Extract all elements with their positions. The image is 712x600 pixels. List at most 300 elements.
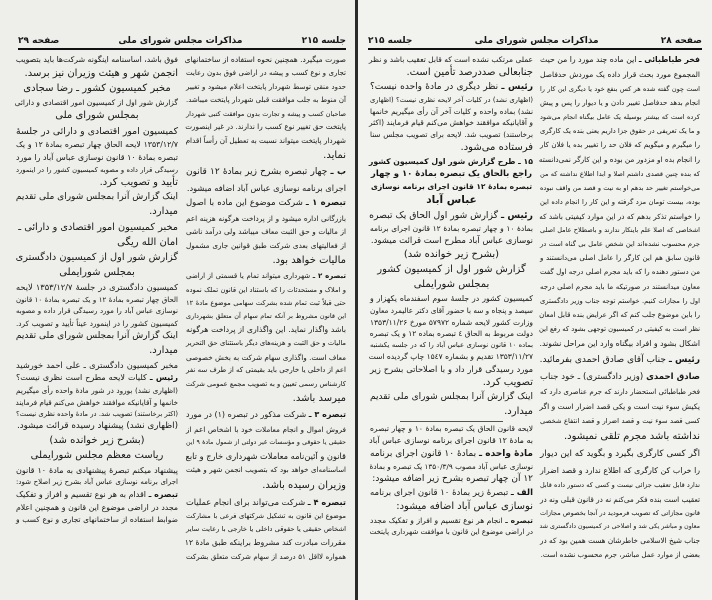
speaker-or-clause-label: فخر طباطبائی ـ	[638, 55, 700, 64]
text-line	[540, 127, 700, 135]
line-text: تجاری و نوع کسب و پیشه در اراضی فوق بدون رعایت	[186, 69, 346, 78]
line-text: گزارش شور اول از کمیسیون دادگستری	[15, 252, 178, 263]
text-line	[16, 237, 178, 250]
line-text: جرم محسوب نشده‌اند این شخص عامل بی گناه است در	[540, 239, 700, 248]
line-text: جناب آقای صادق احمدی بفرمائید.	[539, 354, 669, 365]
line-text: حتی قبلاً ثبت تمام شده بشرکت سهامی موضوع مادهٔ ۱۲	[186, 298, 346, 307]
text-line	[540, 339, 700, 349]
text-line	[16, 126, 178, 138]
line-text: فوق باشد، اساسنامه اینگونه شرکت‌ها باید بتصویب	[15, 55, 178, 64]
text-line	[16, 466, 178, 476]
line-text: گزارش شور اول الحاق یک تبصره	[369, 209, 501, 221]
line-text: کمیسیون دادگستری در جلسهٔ ۱۳۵۳/۱۲/۷ لایحه	[16, 282, 178, 293]
line-text: جنابعالی صددرصد تأمین است.	[406, 66, 533, 78]
text-line	[540, 431, 700, 444]
line-text: اینک گزارش آنرا بمجلس شورای ملی تقدیم	[15, 192, 178, 203]
line-text: این قانون مشروط بر آنکه تمام سهام آن متعلق بشهرداری	[186, 312, 346, 321]
text-line	[186, 538, 346, 548]
text-column-left	[370, 55, 533, 537]
line-text: اجرای برنامه نوسازی عباس آباد اضافه میشود.	[186, 183, 346, 194]
text-line	[370, 392, 533, 403]
line-text: شرکت می‌تواند برای انجام عملیات	[186, 497, 308, 508]
line-text: کمیسیون کشور را در اینمورد عیناً تأیید و تصویب کرد.	[16, 318, 178, 328]
line-text: مالیات و حق الثبت و هزینه‌های دیگر باستثنای حق التحریر	[186, 339, 346, 348]
page-number: صفحه ۲۸	[660, 36, 702, 46]
line-text: وزارت کشور لایحه شماره ۵۷۹۷۲ مورخ ۱۳۵۳/۱۱/۲۶	[370, 317, 533, 327]
line-text: را میگیرم و میگویم که فلان حد را تغییر بده یا فلان کار	[540, 141, 700, 150]
line-text: (وزیر دادگستری) ـ خود جناب	[540, 371, 647, 382]
text-line	[540, 70, 700, 79]
text-line	[186, 136, 346, 145]
line-text: قانون و آئین‌نامه معاملات شهرداری خارج و تابع	[185, 451, 346, 462]
text-line	[370, 306, 533, 315]
speaker-or-clause-label: صادق احمدی	[646, 371, 700, 382]
text-line	[370, 424, 533, 433]
text-line	[370, 329, 533, 338]
line-text: مالیات خواهد بود.	[272, 255, 346, 267]
text-column-right	[186, 55, 346, 562]
line-text: کرده است که بیشتر بوسیله یک عامل بیگناه انجام می‌شود	[540, 113, 700, 122]
line-text: موضوع این قانون به تشکیل شرکتهای فرعی با مشارکت	[186, 512, 346, 521]
line-text: شهرداری میتواند تمام یا قسمتی از اراضی	[186, 272, 313, 281]
text-line	[186, 167, 346, 178]
text-line	[540, 55, 700, 65]
text-line	[540, 184, 700, 192]
line-text: ۱۵ ـ طرح گزارش شور اول کمیسیون کشور	[368, 156, 533, 166]
line-text: عباس آباد	[426, 193, 477, 206]
line-text: شرکت مذکور در تبصره (۱) در مورد	[186, 410, 309, 420]
speaker-or-clause-label: تبصره ـ	[505, 515, 533, 525]
text-line	[186, 286, 346, 294]
line-text: تأیید و تصویب کرد.	[99, 176, 178, 188]
text-line	[540, 283, 700, 292]
text-line	[370, 436, 533, 446]
line-text: امان الله ریگی	[117, 236, 178, 248]
line-text: (بشرح زیر خوانده شد)	[403, 248, 500, 260]
line-text: گزارش شور اول از کمیسیون امور اقتصادی و دارائی	[14, 98, 178, 108]
speaker-or-clause-label: تبصره ۱ ـ	[305, 198, 346, 209]
line-text: شرکت موضوع این ماده با اصول	[186, 198, 306, 209]
text-line	[540, 523, 700, 531]
line-text: کلیات لایحه مطرح است نظری نیست؟	[16, 373, 150, 383]
text-line	[186, 339, 346, 347]
line-text: نوسازی عباس آباد را مورد رسیدگی قرار داده و مصوبه	[16, 307, 178, 316]
line-text: نداشته باشد مجرم تلقی نمیشود.	[563, 431, 700, 443]
text-line	[16, 360, 178, 370]
speaker-or-clause-label: رئیس ـ	[501, 81, 533, 92]
text-line	[540, 155, 700, 164]
speaker-or-clause-label: تبصره ـ	[148, 490, 178, 500]
text-line	[540, 417, 700, 425]
line-text: فروش اموال و انجام معاملات خود با اشخاص اعم از	[186, 424, 346, 434]
line-text: ندارد قابل تعقیب جزائی نیست و کسی که دستور داده قابل	[540, 480, 700, 489]
text-line	[186, 410, 346, 420]
running-header	[368, 30, 702, 50]
text-line	[16, 166, 178, 174]
speaker-or-clause-label: رئیس ـ	[500, 209, 533, 221]
text-line	[540, 466, 700, 476]
text-line	[16, 55, 178, 65]
line-text: و املاک و مستحدثات را که باستناد این قانون تملک نموده	[186, 285, 346, 294]
line-text: را خراب کن کارگری که اطلاع ندارد و قصد اضرار	[540, 465, 700, 475]
line-text: (اکثر برخاستند) تصویب شد. در مادهٔ واحده نظری نیست؟	[16, 409, 178, 418]
line-text: اشخاصی که اصلا علم باینکار ندارند و باصطلاح عامل اصلی	[540, 226, 700, 235]
line-text: تبصره بمادهٔ ۱۰ قانون نوسازی عباس آباد را مورد	[15, 152, 178, 162]
line-text: صاحبان کسب و پیشه و تجارت بدون موافقت کتبی شهردار	[186, 109, 346, 118]
text-line	[16, 83, 178, 96]
text-line	[370, 67, 533, 80]
text-line	[186, 255, 346, 268]
line-text: ضوابط استفاده از ساختمانهای تجاری و نوع کسب و	[16, 515, 178, 525]
speaker-or-clause-label: رئیس ـ	[149, 373, 179, 383]
running-header	[18, 30, 346, 50]
line-text: نشد) بماده واحده و کلیات آخر آن رأی میگیریم خانمها	[370, 106, 533, 116]
line-text: نوسازی عباس آباد مصوب ۱۳۵۰/۳/۹ یک تبصره و بمادهٔ	[369, 462, 533, 472]
text-column-left	[16, 55, 178, 525]
line-text: گزارش شور اول از کمیسیون کشور	[377, 263, 526, 275]
line-text: انجام هر نوع تقسیم و افراز و تفکیک مجدد	[370, 515, 506, 525]
line-text: اشکال بشود و افراد بیگناه وارد این مراحل نشوند.	[539, 339, 700, 349]
speaker-or-clause-label: مادهٔ واحده ـ	[479, 448, 533, 459]
text-line	[370, 352, 533, 361]
line-text: اگر کسی کارگری بگیرد و بگوید که این دیوار	[540, 449, 700, 460]
line-text: به مادهٔ ۱۲ قانون اجرای برنامه نوسازی عباس آباد	[369, 436, 533, 446]
text-line	[186, 480, 346, 493]
text-line	[540, 226, 700, 234]
line-text: اعم از داخلی یا خارجی باید بقیمتی که از طرف سه نفر	[186, 366, 346, 375]
line-text: حقیقی یا حقوقی و مؤسسات غیر دولتی از شمول مادهٔ ۹ این	[186, 438, 346, 446]
line-text: کسی قصد سوء نیت و قصد اضرار و قصد انتفاع شخصی	[540, 417, 700, 426]
line-text: بعضی از موارد عمل مباشر، جرم محسوب نشده است.	[540, 551, 700, 560]
section-heading-line	[370, 169, 533, 180]
line-text: ریاست معظم مجلس شورایملی	[30, 450, 164, 462]
text-line	[370, 130, 533, 139]
text-line	[540, 402, 700, 411]
text-line	[186, 393, 346, 406]
text-line	[16, 98, 178, 107]
text-line	[16, 319, 178, 328]
text-line	[370, 249, 533, 262]
text-line	[540, 388, 700, 397]
line-text: بمجلس شورایملی	[413, 278, 490, 290]
line-text: (اظهاری نشد) بورود در شور مادهٔ واحده رأی میگیریم	[16, 386, 178, 396]
line-text: همواره لااقل ۵۱ درصد از سهام شرکت متعلق بشرکت	[186, 552, 346, 561]
text-line	[16, 177, 178, 190]
text-line	[16, 490, 178, 500]
text-line	[540, 536, 700, 545]
text-line	[370, 364, 533, 374]
text-line	[186, 299, 346, 307]
line-text: وزیران رسیده باشد.	[262, 479, 346, 491]
text-line	[370, 264, 533, 277]
line-text: معاون میدانستند در صورتیکه ما باید مجرم اصلی درجه	[540, 282, 700, 291]
session-number: جلسه ۲۱۵	[301, 36, 346, 46]
text-line	[186, 183, 346, 193]
section-heading-line	[370, 157, 533, 167]
line-text: اشخاص حقیقی یا حقوقی داخلی یا خارجی با رعایت سایر	[186, 525, 346, 534]
running-title: مذاکرات مجلس شورای ملی	[118, 36, 243, 46]
text-line	[186, 366, 346, 375]
line-text: است چون گفته شده هر کس بنفع خود یا دیگری این کار را	[540, 85, 700, 94]
line-text: که بنده چنین قصدی داشتم اصلا و ابدا اطلاع نداشته که من	[540, 170, 700, 179]
line-text: اینک گزارش آنرا بمجلس شورای ملی تقدیم	[15, 330, 178, 341]
line-text: بمادهٔ ۱۰ و چهار تبصره بمادهٔ ۱۲ قانون اجرای برنامه	[370, 223, 533, 233]
line-text: نظر است به کیفیتی در کمیسیون توجهی بشود که رفع این	[538, 325, 700, 334]
text-line	[16, 386, 178, 395]
text-line	[370, 449, 533, 460]
line-text: را انجام بده او مزدور من بوده و این کارگر نمی‌دانسته	[538, 155, 700, 165]
text-line	[186, 451, 346, 461]
text-line	[186, 380, 346, 388]
text-line	[186, 466, 346, 475]
text-line	[186, 241, 346, 250]
text-line	[540, 240, 700, 248]
line-text: و ما یک تعریفی در حقوق جزا داریم یعنی بنده یک کارگری	[540, 127, 700, 136]
line-text: اول را مجازات کنیم. خواستم توجه جناب وزیر دادگستری	[540, 296, 700, 305]
line-text: را خواستم تذکر بدهم که در این موارد کیفیتی باشد که	[539, 211, 700, 221]
line-text: قانون مجازاتی که تصویب فرمودید در آنجا بخصوص مجازات	[539, 509, 700, 518]
page-28	[358, 0, 712, 600]
line-text: اجرای برنامه نوسازی عباس آباد بشرح زیر اصلاح شود:	[16, 478, 178, 487]
text-line	[186, 272, 346, 281]
text-line	[16, 345, 178, 358]
text-line	[370, 341, 533, 349]
line-text: مخبر کمیسیون امور اقتصادی و دارائی ـ	[18, 221, 178, 233]
line-text: بوده، بیست تومان مزد گرفته و این کار را انجام داده این	[540, 197, 700, 206]
line-text: مخبر کمیسیون دادگستری ـ علی احمد خورشید	[16, 360, 178, 371]
line-text: پایتخت حق تغییر نوع کسب را ندارند. در غیر اینصورت	[185, 122, 346, 132]
running-title: مذاکرات مجلس شورای ملی	[474, 36, 599, 46]
text-line	[16, 450, 178, 463]
text-line	[16, 435, 178, 448]
line-text: میدارد.	[149, 344, 178, 356]
text-line	[16, 68, 178, 81]
text-line	[540, 509, 700, 517]
line-text: چهار تبصره بشرح زیر بمادهٔ ۱۲ قانون	[186, 167, 331, 178]
text-line	[540, 170, 700, 178]
speaker-or-clause-label: تبصره ۳ ـ	[308, 410, 346, 420]
line-text: تعقیب است بنده فکر می‌کنم نه در قانون قبلی ونه در	[539, 494, 700, 504]
line-text: فخر طباطبائی استحضار دارند که جرم عناصری دارد که	[540, 387, 700, 396]
text-line	[540, 212, 700, 221]
line-text: تصویب کرد.	[482, 376, 533, 388]
text-line	[186, 312, 346, 320]
text-line	[370, 406, 533, 419]
text-line	[540, 99, 700, 108]
text-line	[186, 497, 346, 507]
text-line	[370, 528, 533, 537]
line-text: مورد رسیدگی قرار داد و با اصلاحاتی بشرح زیر	[370, 364, 533, 375]
line-text: باشد واگذار نماید. این واگذاری از پرداخت هرگونه	[186, 324, 346, 334]
text-line	[186, 512, 346, 520]
line-text: یکیش سوء نیت است و یکی قصد اضرار است و اگر	[539, 402, 700, 412]
line-text: نوسازی عباس آباد اضافه میشود:	[396, 500, 533, 512]
text-line	[540, 311, 700, 320]
text-line	[370, 279, 533, 292]
line-text: المجموع مورد بحث قرار داده یک موردش حدفاصل	[540, 70, 700, 80]
text-line	[186, 439, 346, 447]
text-line	[186, 69, 346, 78]
line-text: دولت مربوط به الحاق ٤ تبصره بماده ۱۲ و یک تبصره	[369, 329, 533, 339]
line-text: (بشرح زیر خوانده شد)	[49, 434, 145, 446]
section-heading-line	[370, 182, 533, 191]
text-line	[540, 449, 700, 460]
text-line	[186, 122, 346, 131]
line-text: من دستور دهنده را که باید مجرم اصلی درجه اول گفت	[540, 268, 700, 277]
line-text: تبصرهٔ زیر بمادهٔ ۱۰ قانون اجرای برنامه	[370, 487, 511, 498]
text-line	[186, 353, 346, 362]
speaker-or-clause-label: الف ـ	[510, 487, 534, 498]
line-text: مقررات مبادرت کند مشروط براینکه طبق مادهٔ ۱۲	[184, 538, 346, 548]
text-line	[540, 495, 700, 504]
text-line	[370, 142, 533, 155]
line-text: بمجلس شورایملی	[59, 267, 135, 279]
text-line	[370, 118, 533, 127]
text-line	[16, 307, 178, 316]
text-line	[16, 503, 178, 513]
text-line	[186, 55, 346, 64]
text-line	[370, 474, 533, 485]
line-text: می‌خواستم تغییر حد بدهم او به نیت و قصد من واقف نبوده	[540, 183, 700, 192]
text-line	[16, 192, 178, 203]
line-text: معاف است. واگذاری سهام شرکت به بخش خصوصی	[185, 352, 346, 362]
line-text: از فعالیتهای بعدی شرکت طبق قوانین جاری مشمول	[186, 241, 346, 251]
text-line	[540, 141, 700, 150]
text-line	[540, 481, 700, 489]
speaker-or-clause-label: تبصره ۴ ـ	[307, 497, 346, 508]
text-line	[16, 252, 178, 264]
line-text: بماده ۱۰ قانون نوسازی عباس آباد را که در جلسه یکشنبه	[370, 341, 533, 350]
line-text: بمجلس شورای ملی	[55, 110, 139, 122]
line-text: میدارد.	[149, 206, 178, 218]
text-line	[16, 331, 178, 342]
line-text: اینک گزارش آنرا بمجلس شورای ملی تقدیم	[370, 391, 533, 402]
line-text: مخبر کمیسیون کشور ـ رضا سجادی	[23, 82, 171, 94]
text-line	[370, 210, 533, 222]
line-text: ۱۲ آن چهار تبصره بشرح زیر اضافه میشود:	[372, 474, 533, 485]
text-line	[370, 236, 533, 247]
text-line	[16, 410, 178, 418]
line-text: شهردار پایتخت میتواند نسبت به تعطیل آن رأساً اقدام	[185, 136, 346, 146]
text-line	[16, 373, 178, 383]
text-line	[370, 516, 533, 525]
text-line	[540, 551, 700, 560]
line-text: میدارد.	[504, 405, 533, 417]
line-text: تبصره بمادهٔ ۱۲ قانون اجرای برنامه نوسازی	[370, 182, 533, 192]
section-heading-line	[370, 194, 533, 207]
separator-rule	[400, 421, 503, 422]
text-line	[16, 267, 178, 280]
line-text: انجام بدهد حدفاصل تغییر دادن و یا دیوار را پس و پیش	[540, 98, 700, 107]
text-line	[16, 140, 178, 150]
text-line	[16, 398, 178, 407]
line-text: بازرگانی اداره میشود و از پرداخت هرگونه هزینه اعم	[186, 213, 346, 223]
line-text: لایحه قانون الحاق یک تبصره بمادهٔ ۱۰ و چهار تبصره	[370, 424, 533, 434]
text-line	[370, 501, 533, 514]
line-text: صورت میگیرد. همچنین نحوه استفاده از ساختمانهای	[184, 55, 346, 64]
text-line	[370, 488, 533, 499]
line-text: از مالیات و حق الثبت معاف میباشد ولی درآمد ناشی	[186, 227, 346, 237]
line-text: راجع بالحاق یک تبصره بمادهٔ ۱۰ و چهار	[370, 168, 533, 179]
text-line	[370, 377, 533, 390]
line-text: در اراضی موضوع این قانون با موافقت شهرداری پایتخت	[369, 527, 533, 536]
text-line	[16, 222, 178, 234]
text-line	[16, 206, 178, 219]
text-line	[186, 198, 346, 209]
text-line	[16, 515, 178, 524]
line-text: کارشناس رسمی تعیین و به تصویب مجمع عمومی شرکت	[185, 379, 346, 388]
line-text: اقدام به هر نوع تقسیم و افراز و تفکیک	[16, 490, 149, 500]
line-text: نماید.	[323, 150, 346, 162]
text-line	[186, 150, 346, 163]
text-line	[186, 553, 346, 562]
text-line	[370, 107, 533, 116]
line-text: سیصد و پنجاه و سه با حضور آقای دکتر عالیمرد معاون	[370, 305, 533, 315]
text-line	[370, 55, 533, 64]
line-text: جناب شیخ الاسلامی خاطرشان هست همین بود که در	[540, 536, 700, 546]
line-text: برخاستند) تصویب شد. لایحه برای تصویب مجلس سنا	[370, 130, 533, 140]
text-line	[16, 110, 178, 123]
line-text: کمیسیون کشور در جلسهٔ سوم اسفندماه یکهزار و	[370, 293, 533, 303]
line-text: مجدد در اراضی موضوع این قانون و همچنین اعلام	[16, 502, 178, 512]
line-text: معاون و مباشر یکی شد و اصلاحی در کمیسیون دادگستری شد	[539, 523, 700, 531]
text-line	[370, 82, 533, 93]
line-text: را باین موضوع جلب کنم که اگر عرایض بنده قابل امعان	[539, 311, 700, 319]
line-text: این ماده چند مورد را من حیث	[540, 55, 639, 64]
text-line	[540, 268, 700, 277]
text-line	[186, 325, 346, 335]
text-line	[186, 96, 346, 105]
line-text: نظر دیگری در مادهٔ واحده نیست؟	[370, 81, 502, 92]
text-line	[370, 462, 533, 471]
line-text: ۱۳۵۳/۱۱/۲۷ تقدیم و بشماره ۱۵٤۷ چاپ گردیده است	[368, 352, 533, 362]
line-text: و آقایانیکه موافقند خواهش می‌کنم قیام فرمایند (اکثر	[369, 118, 533, 128]
line-text: (اظهاری نشد) پیشنهاد رسیده قرائت میشود.	[16, 421, 178, 432]
line-text: قانون سابق هم این کارگر را عامل اصلی می‌دانستند و	[540, 253, 700, 262]
session-number: جلسه ۲۱۵	[368, 36, 413, 46]
line-text: ۱۳۵۳/۱۲/۷ لایحه الحاق چهار تبصره بمادهٔ ۱۲ و یک	[16, 140, 179, 150]
line-text: الحاق چهار تبصره بمادهٔ ۱۲ و یک تبصره بمادهٔ ۱۰ قانون	[16, 295, 179, 304]
text-line	[16, 421, 178, 432]
text-line	[186, 110, 346, 118]
line-text: عملی مرتکب نشده است که قابل تعقیب باشد و نظر	[368, 55, 533, 64]
page-number: صفحه ۲۹	[18, 36, 60, 46]
line-text: بمادهٔ ۱۰ قانون اجرای برنامه	[370, 448, 480, 459]
text-line	[540, 325, 700, 333]
text-line	[16, 478, 178, 487]
text-line	[186, 83, 346, 92]
text-line	[186, 227, 346, 236]
text-line	[186, 525, 346, 533]
text-line	[370, 224, 533, 233]
speaker-or-clause-label: ب ـ	[330, 167, 346, 178]
line-text: حدود منقی توسط شهردار پایتخت اعلام میشود و تغییر	[186, 82, 346, 91]
line-text: پیشنهاد میکنم تبصرهٔ پیشنهادی به مادهٔ ۱۰ قانون	[16, 465, 178, 475]
text-line	[540, 372, 700, 383]
text-line	[370, 318, 533, 327]
speaker-or-clause-label: رئیس ـ	[668, 354, 700, 365]
text-line	[16, 282, 178, 292]
text-line	[540, 85, 700, 93]
line-text: انجمن شهر و هیئت وزیران نیز برسد.	[24, 67, 178, 79]
text-line	[540, 254, 700, 263]
line-text: فرستاده می‌شود.	[460, 141, 533, 153]
line-text: رسیدگی قرار داده و مصوبه کمیسیون کشور را در اینمورد	[16, 165, 178, 174]
text-line	[540, 297, 700, 305]
speaker-or-clause-label: تبصره ۲ ـ	[312, 272, 346, 281]
text-line	[16, 153, 178, 163]
text-column-right	[540, 55, 700, 560]
